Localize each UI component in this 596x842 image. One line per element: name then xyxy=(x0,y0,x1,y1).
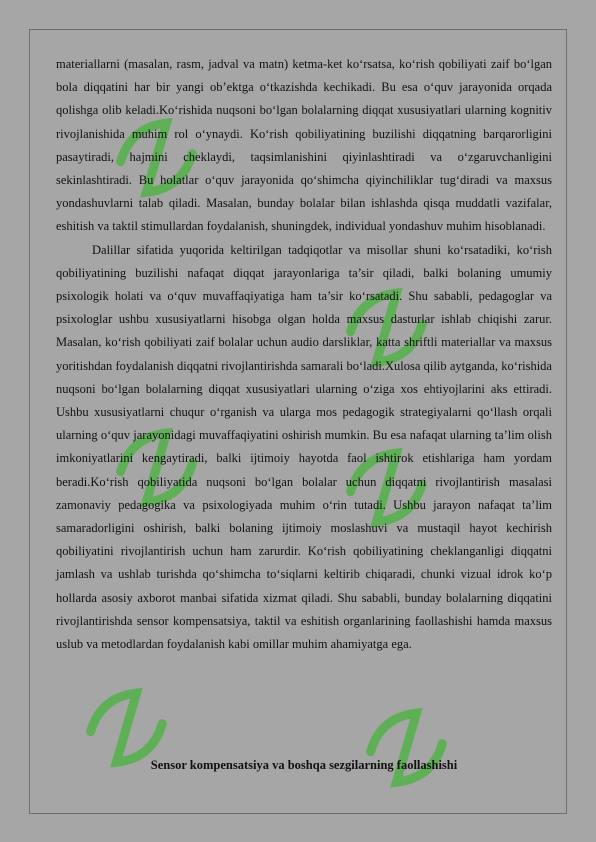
document-body xyxy=(56,53,552,656)
paragraph-1: materiallarni (masalan, rasm, jadval va matn) ketma-ket ko‘rsatsa, ko‘rish qobiliyati zaif bo‘lgan bola diqqatini har bir yangi ob’ektga o‘tkazishda kechikadi. Bu esa o‘quv jarayonida orqada qolishga olib keladi.Ko‘rishida nuqsoni bo‘lgan bolalarning diqqat xususiyatlari ularning kognitiv rivojlanishida muhim rol o‘ynaydi. Ko‘rish qobiliyatining buzilishi diqqatning barqarorligini pasaytiradi, hajmini cheklaydi, taqsimlanishini qiyinlashtiradi va o‘zgaruvchanligini sekinlashtiradi. Bu holatlar o‘quv jarayonida qo‘shimcha qiyinchiliklar tug‘diradi va maxsus yondashuvlarni talab qiladi. Masalan, bunday bolalar bilan ishlashda qisqa muddatli vazifalar, eshitish va taktil stimullardan foydalanish, shuningdek, individual yondashuv muhim hisoblanadi. xyxy=(56,57,552,234)
paragraph-2: Dalillar sifatida yuqorida keltirilgan tadqiqotlar va misollar shuni ko‘rsatadiki, ko‘rish qobiliyatining buzilishi nafaqat diqqat jarayonlariga ta’sir qiladi, balki bolaning umumiy psixologik holati va o‘quv muvaffaqiyatiga ham ta’sir ko‘rsatadi. Shu sababli, pedagoglar va psixologlar ushbu xususiyatlarni hisobga olgan holda maxsus dasturlar ishlab chiqishi zarur. Masalan, ko‘rish qobiliyati zaif bolalar uchun audio darsliklar, katta shriftli materiallar va maxsus yoritishdan foydalanish diqqatni rivojlantirishda samarali bo‘ladi.Xulosa qilib aytganda, ko‘rishida nuqsoni bo‘lgan bolalarning diqqat xususiyatlari ularning o‘ziga xos ehtiyojlarini aks ettiradi. Ushbu xususiyatlarni chuqur o‘rganish va ularga mos pedagogik strategiyalarni qo‘llash orqali ularning o‘quv jarayonidagi muvaffaqiyatini oshirish mumkin. Bu esa nafaqat ularning ta’lim olish imkoniyatlarini kengaytiradi, balki ijtimoiy hayotda faol ishtirok etishlariga ham yordam beradi.Ko‘rish qobiliyatida nuqsoni bo‘lgan bolalar uchun diqqatni rivojlantirish masalasi zamonaviy pedagogika va psixologiyada muhim o‘rin tutadi. Ushbu jarayon nafaqat ta’lim samaradorligini oshirish, balki bolaning ijtimoiy moslashuvi va mustaqil hayot kechirish qobiliyatini rivojlantirish uchun ham zarurdir. Ko‘rish qobiliyatining cheklanganligi diqqatni jamlash va ushlab turishda qo‘shimcha to‘siqlarni keltirib chiqaradi, chunki vizual idrok ko‘p hollarda asosiy axborot manbai sifatida xizmat qiladi. Shu sababli, bunday bolalarning diqqatini rivojlantirishda sensor kompensatsiya, taktil va eshitish organlarining faollashishi hamda maxsus uslub va metodlardan foydalanish kabi omillar muhim ahamiyatga ega. xyxy=(56,242,552,652)
section-heading: Sensor kompensatsiya va boshqa sezgilarning faollashishi xyxy=(150,758,458,772)
